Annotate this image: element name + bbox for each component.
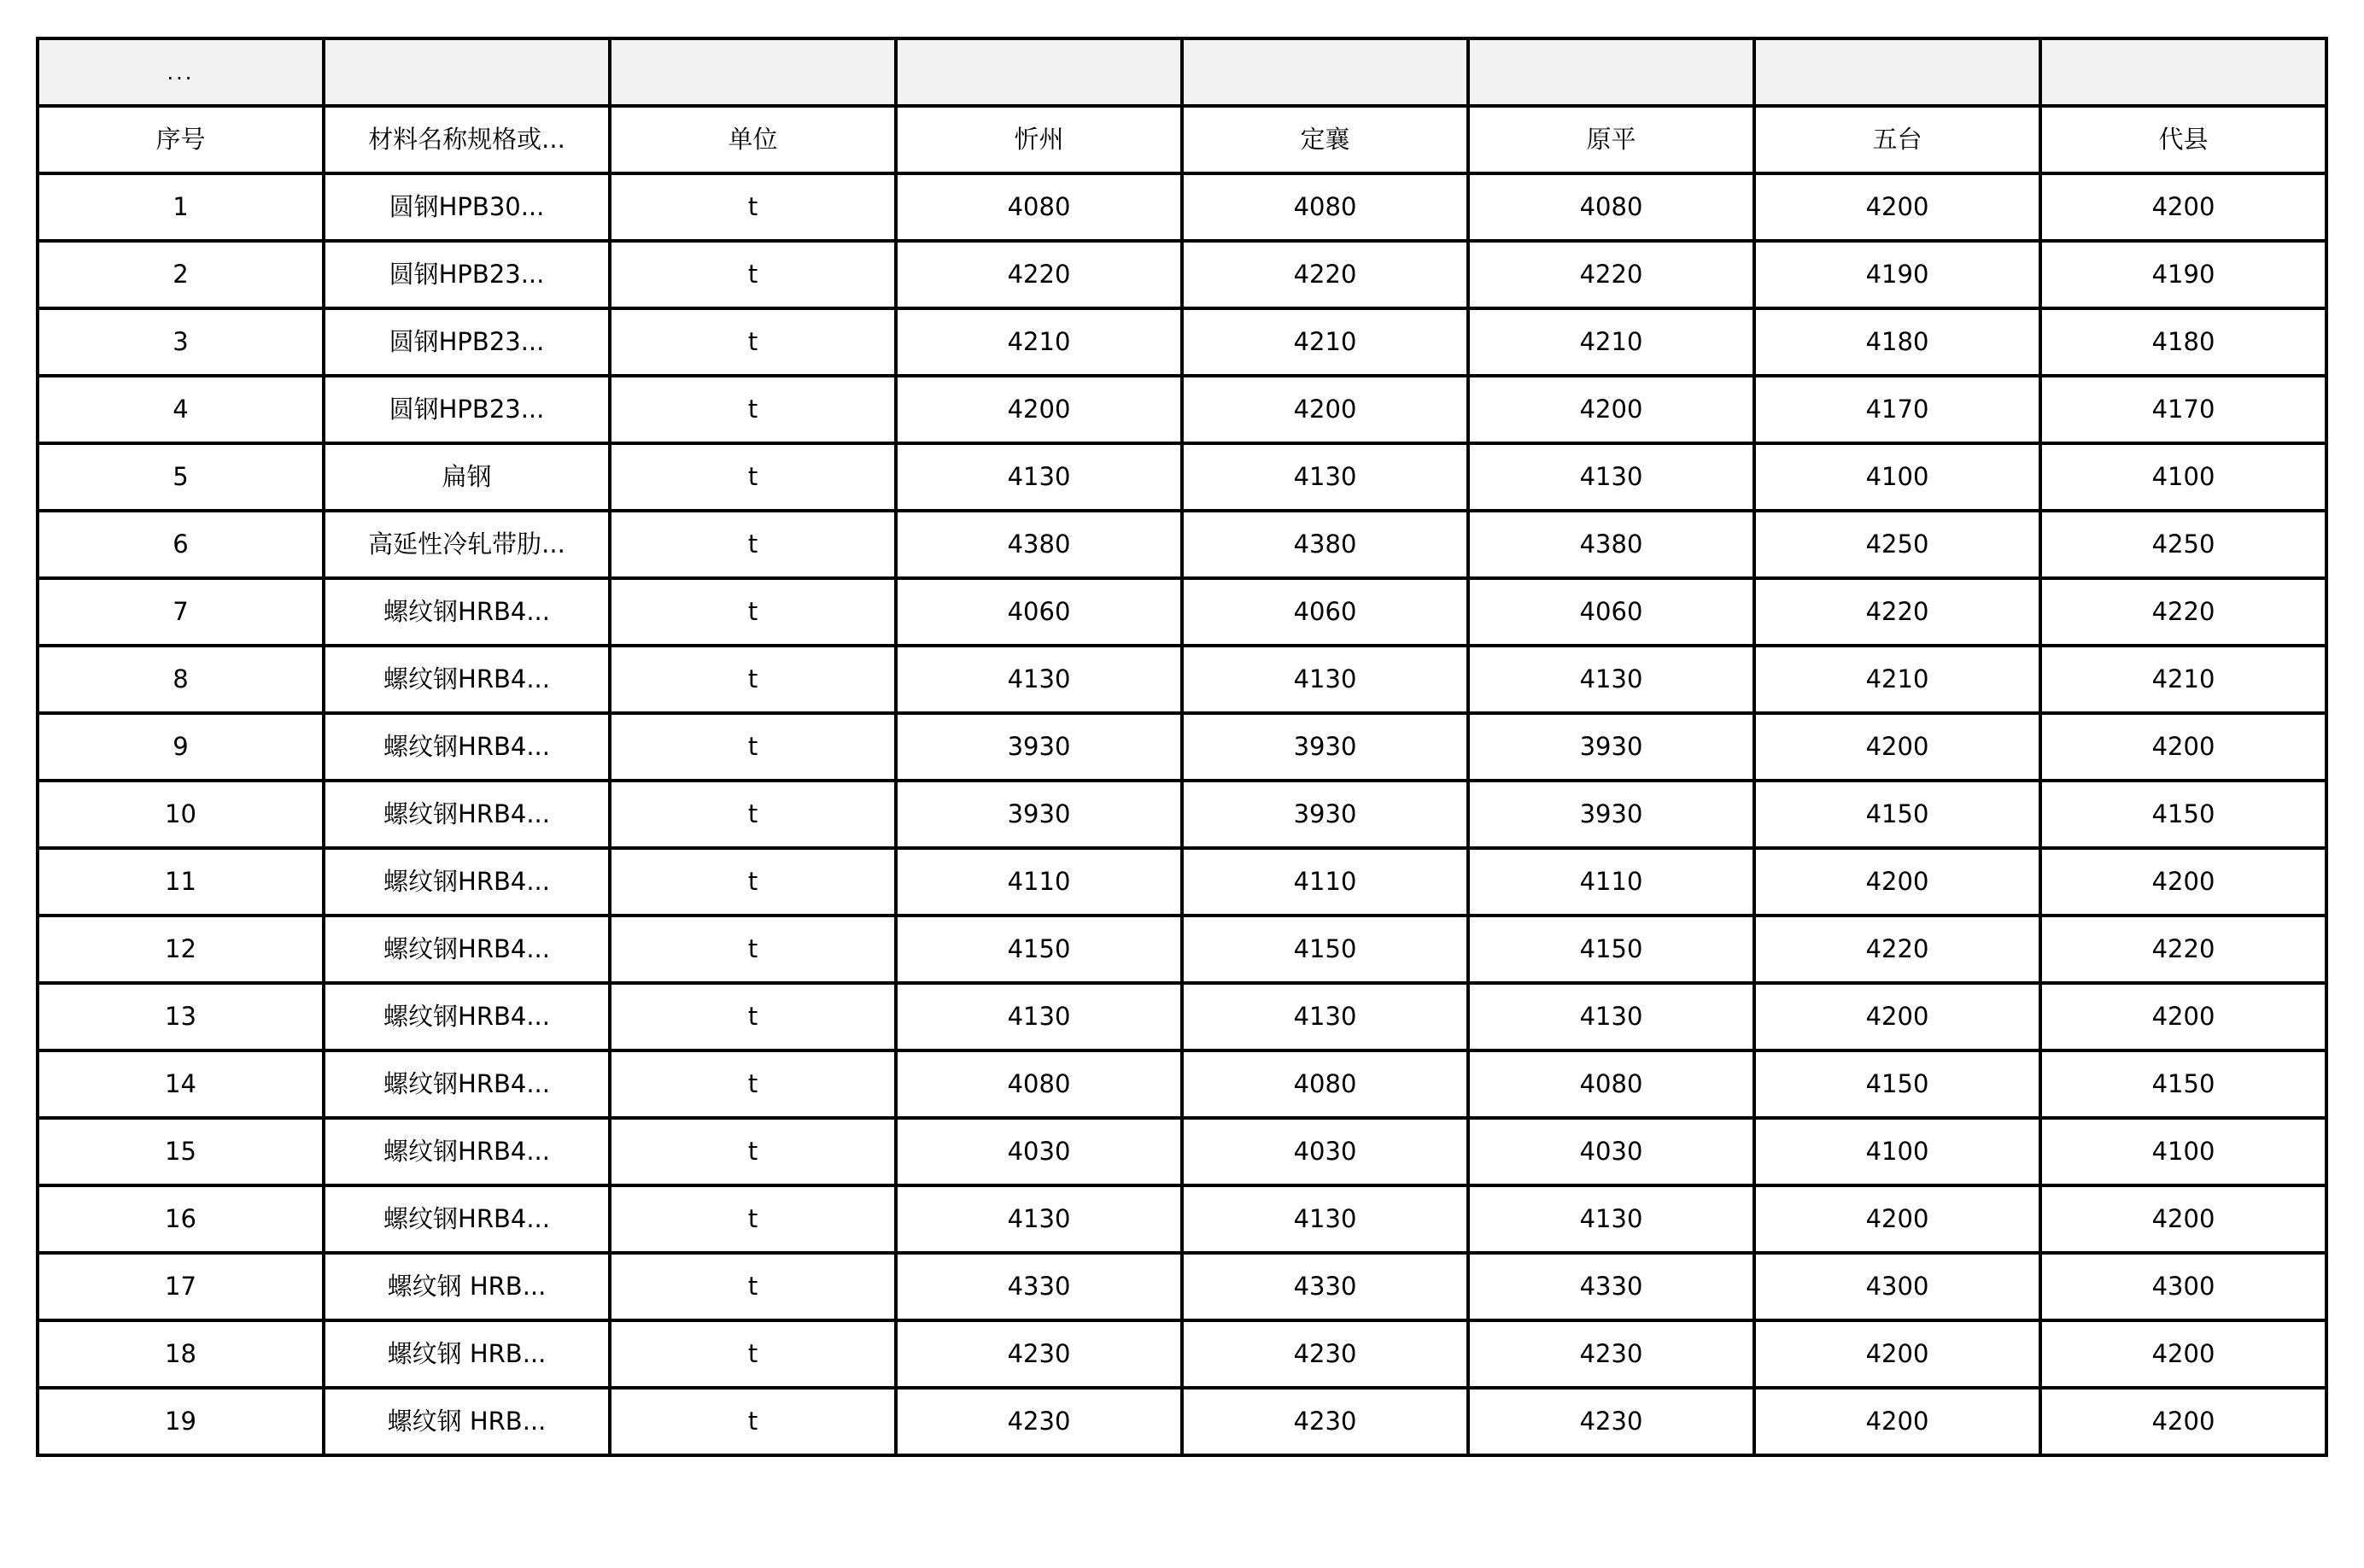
price-cell: 4130 — [1182, 1185, 1468, 1253]
table-header-row — [38, 106, 2326, 173]
price-cell: 4190 — [2040, 241, 2326, 308]
price-cell: 4210 — [1182, 308, 1468, 376]
price-cell: 4100 — [1754, 1118, 2040, 1185]
price-cell: 4030 — [1468, 1118, 1754, 1185]
price-cell: 4200 — [2040, 1388, 2326, 1455]
price-cell: 4250 — [2040, 511, 2326, 578]
index-cell: 7 — [38, 578, 324, 646]
price-cell: 4150 — [2040, 781, 2326, 848]
price-cell: 4210 — [2040, 646, 2326, 713]
price-cell: 4080 — [1468, 1050, 1754, 1118]
header-cell-yuanping: 原平 — [1468, 106, 1754, 173]
price-cell: 4200 — [1754, 1388, 2040, 1455]
unit-cell: t — [610, 1118, 896, 1185]
header-cell-unit: 单位 — [610, 106, 896, 173]
price-cell: 4110 — [1182, 848, 1468, 916]
index-cell: 3 — [38, 308, 324, 376]
price-cell: 4200 — [896, 376, 1182, 443]
price-cell: 4220 — [2040, 916, 2326, 983]
price-cell: 4230 — [1468, 1388, 1754, 1455]
price-cell: 4330 — [1468, 1253, 1754, 1320]
header-cell-index: 序号 — [38, 106, 324, 173]
price-cell: 4200 — [2040, 713, 2326, 781]
unit-cell: t — [610, 578, 896, 646]
unit-cell: t — [610, 1185, 896, 1253]
table-row — [38, 1388, 2326, 1455]
price-cell: 4130 — [1182, 443, 1468, 511]
price-cell: 4130 — [896, 443, 1182, 511]
index-cell: 19 — [38, 1388, 324, 1455]
price-cell: 4170 — [2040, 376, 2326, 443]
price-cell: 4230 — [896, 1388, 1182, 1455]
table-row — [38, 578, 2326, 646]
price-cell: 4330 — [896, 1253, 1182, 1320]
price-cell: 4220 — [1468, 241, 1754, 308]
price-cell: 4300 — [2040, 1253, 2326, 1320]
unit-cell: t — [610, 1388, 896, 1455]
unit-cell: t — [610, 511, 896, 578]
unit-cell: t — [610, 173, 896, 241]
price-cell: 4200 — [1754, 713, 2040, 781]
title-cell — [610, 38, 896, 106]
index-cell: 10 — [38, 781, 324, 848]
price-cell: 4200 — [1754, 1320, 2040, 1388]
title-cell — [324, 38, 610, 106]
price-cell: 4230 — [1182, 1320, 1468, 1388]
price-cell: 4330 — [1182, 1253, 1468, 1320]
header-cell-daixian: 代县 — [2040, 106, 2326, 173]
unit-cell: t — [610, 646, 896, 713]
price-cell: 4080 — [896, 1050, 1182, 1118]
price-cell: 4200 — [1754, 1185, 2040, 1253]
index-cell: 9 — [38, 713, 324, 781]
unit-cell: t — [610, 376, 896, 443]
material-cell: 圆钢HPB23... — [324, 376, 610, 443]
price-cell: 4080 — [1182, 1050, 1468, 1118]
material-cell: 螺纹钢HRB4... — [324, 1118, 610, 1185]
unit-cell: t — [610, 443, 896, 511]
material-cell: 扁钢 — [324, 443, 610, 511]
table-row — [38, 443, 2326, 511]
table-row — [38, 241, 2326, 308]
unit-cell: t — [610, 1320, 896, 1388]
price-cell: 4110 — [896, 848, 1182, 916]
index-cell: 8 — [38, 646, 324, 713]
price-cell: 4150 — [1754, 1050, 2040, 1118]
price-cell: 4150 — [896, 916, 1182, 983]
price-cell: 4210 — [1468, 308, 1754, 376]
header-cell-xinzhou: 忻州 — [896, 106, 1182, 173]
table-row — [38, 983, 2326, 1050]
table-body — [38, 38, 2326, 1455]
price-cell: 4200 — [2040, 1320, 2326, 1388]
index-cell: 5 — [38, 443, 324, 511]
index-cell: 17 — [38, 1253, 324, 1320]
price-cell: 4130 — [1468, 983, 1754, 1050]
price-cell: 4200 — [1468, 376, 1754, 443]
price-cell: 4220 — [896, 241, 1182, 308]
material-cell: 螺纹钢HRB4... — [324, 646, 610, 713]
index-cell: 18 — [38, 1320, 324, 1388]
unit-cell: t — [610, 1050, 896, 1118]
unit-cell: t — [610, 916, 896, 983]
price-cell: 4380 — [1182, 511, 1468, 578]
material-cell: 螺纹钢 HRB... — [324, 1320, 610, 1388]
price-cell: 4100 — [2040, 443, 2326, 511]
material-cell: 圆钢HPB30... — [324, 173, 610, 241]
unit-cell: t — [610, 713, 896, 781]
title-cell — [1182, 38, 1468, 106]
unit-cell: t — [610, 848, 896, 916]
price-cell: 4230 — [1468, 1320, 1754, 1388]
index-cell: 12 — [38, 916, 324, 983]
price-cell: 4300 — [1754, 1253, 2040, 1320]
price-cell: 4200 — [2040, 848, 2326, 916]
price-cell: 4110 — [1468, 848, 1754, 916]
material-cell: 螺纹钢 HRB... — [324, 1388, 610, 1455]
table-row — [38, 1118, 2326, 1185]
material-cell: 螺纹钢HRB4... — [324, 781, 610, 848]
table-row — [38, 848, 2326, 916]
table-row — [38, 781, 2326, 848]
price-cell: 4150 — [1182, 916, 1468, 983]
price-cell: 4200 — [2040, 173, 2326, 241]
price-cell: 4080 — [1182, 173, 1468, 241]
unit-cell: t — [610, 781, 896, 848]
price-cell: 4030 — [1182, 1118, 1468, 1185]
index-cell: 13 — [38, 983, 324, 1050]
price-cell: 4210 — [1754, 646, 2040, 713]
index-cell: 4 — [38, 376, 324, 443]
price-cell: 4220 — [1182, 241, 1468, 308]
unit-cell: t — [610, 308, 896, 376]
table-row — [38, 173, 2326, 241]
price-cell: 3930 — [1468, 781, 1754, 848]
unit-cell: t — [610, 1253, 896, 1320]
unit-cell: t — [610, 983, 896, 1050]
table-row — [38, 1185, 2326, 1253]
index-cell: 1 — [38, 173, 324, 241]
price-cell: 4180 — [2040, 308, 2326, 376]
price-cell: 4200 — [2040, 1185, 2326, 1253]
price-cell: 3930 — [1182, 781, 1468, 848]
price-cell: 4130 — [896, 646, 1182, 713]
table-row — [38, 713, 2326, 781]
index-cell: 15 — [38, 1118, 324, 1185]
price-cell: 4220 — [1754, 916, 2040, 983]
material-cell: 圆钢HPB23... — [324, 308, 610, 376]
table-row — [38, 1253, 2326, 1320]
title-cell — [1754, 38, 2040, 106]
material-cell: 螺纹钢 HRB... — [324, 1253, 610, 1320]
price-cell: 4380 — [896, 511, 1182, 578]
material-cell: 螺纹钢HRB4... — [324, 916, 610, 983]
material-cell: 螺纹钢HRB4... — [324, 713, 610, 781]
price-cell: 4130 — [896, 983, 1182, 1050]
price-cell: 3930 — [1468, 713, 1754, 781]
price-cell: 4130 — [896, 1185, 1182, 1253]
header-cell-material: 材料名称规格或... — [324, 106, 610, 173]
price-cell: 4210 — [896, 308, 1182, 376]
table-title-row — [38, 38, 2326, 106]
price-cell: 4220 — [2040, 578, 2326, 646]
title-cell — [2040, 38, 2326, 106]
header-cell-dingxiang: 定襄 — [1182, 106, 1468, 173]
price-cell: 4130 — [1468, 443, 1754, 511]
price-cell: 4100 — [1754, 443, 2040, 511]
price-cell: 4380 — [1468, 511, 1754, 578]
title-cell — [896, 38, 1182, 106]
header-cell-wutai: 五台 — [1754, 106, 2040, 173]
table-row — [38, 511, 2326, 578]
price-cell: 3930 — [1182, 713, 1468, 781]
price-cell: 4230 — [1182, 1388, 1468, 1455]
table-row — [38, 916, 2326, 983]
price-cell: 4130 — [1468, 646, 1754, 713]
material-cell: 高延性冷轧带肋... — [324, 511, 610, 578]
price-cell: 4230 — [896, 1320, 1182, 1388]
price-cell: 4170 — [1754, 376, 2040, 443]
price-cell: 4200 — [1754, 173, 2040, 241]
price-cell: 4060 — [1468, 578, 1754, 646]
price-cell: 4130 — [1468, 1185, 1754, 1253]
index-cell: 2 — [38, 241, 324, 308]
price-cell: 4200 — [1754, 848, 2040, 916]
unit-cell: t — [610, 241, 896, 308]
index-cell: 14 — [38, 1050, 324, 1118]
price-cell: 4190 — [1754, 241, 2040, 308]
material-cell: 螺纹钢HRB4... — [324, 578, 610, 646]
index-cell: 6 — [38, 511, 324, 578]
price-cell: 4200 — [1754, 983, 2040, 1050]
price-cell: 4080 — [896, 173, 1182, 241]
table-row — [38, 308, 2326, 376]
price-cell: 4130 — [1182, 983, 1468, 1050]
price-cell: 4150 — [1468, 916, 1754, 983]
table-row — [38, 376, 2326, 443]
price-cell: 3930 — [896, 713, 1182, 781]
title-cell — [1468, 38, 1754, 106]
price-cell: 3930 — [896, 781, 1182, 848]
price-cell: 4200 — [2040, 983, 2326, 1050]
price-cell: 4080 — [1468, 173, 1754, 241]
price-cell: 4030 — [896, 1118, 1182, 1185]
price-cell: 4150 — [1754, 781, 2040, 848]
price-cell: 4130 — [1182, 646, 1468, 713]
price-cell: 4200 — [1182, 376, 1468, 443]
title-cell: ... — [38, 38, 324, 106]
material-cell: 螺纹钢HRB4... — [324, 1185, 610, 1253]
table-row — [38, 1050, 2326, 1118]
price-cell: 4250 — [1754, 511, 2040, 578]
material-cell: 螺纹钢HRB4... — [324, 1050, 610, 1118]
price-cell: 4060 — [896, 578, 1182, 646]
price-cell: 4060 — [1182, 578, 1468, 646]
price-cell: 4100 — [2040, 1118, 2326, 1185]
price-table — [36, 37, 2328, 1457]
material-cell: 螺纹钢HRB4... — [324, 848, 610, 916]
index-cell: 16 — [38, 1185, 324, 1253]
price-cell: 4220 — [1754, 578, 2040, 646]
index-cell: 11 — [38, 848, 324, 916]
table-row — [38, 646, 2326, 713]
price-cell: 4150 — [2040, 1050, 2326, 1118]
material-cell: 螺纹钢HRB4... — [324, 983, 610, 1050]
material-cell: 圆钢HPB23... — [324, 241, 610, 308]
price-cell: 4180 — [1754, 308, 2040, 376]
table-row — [38, 1320, 2326, 1388]
